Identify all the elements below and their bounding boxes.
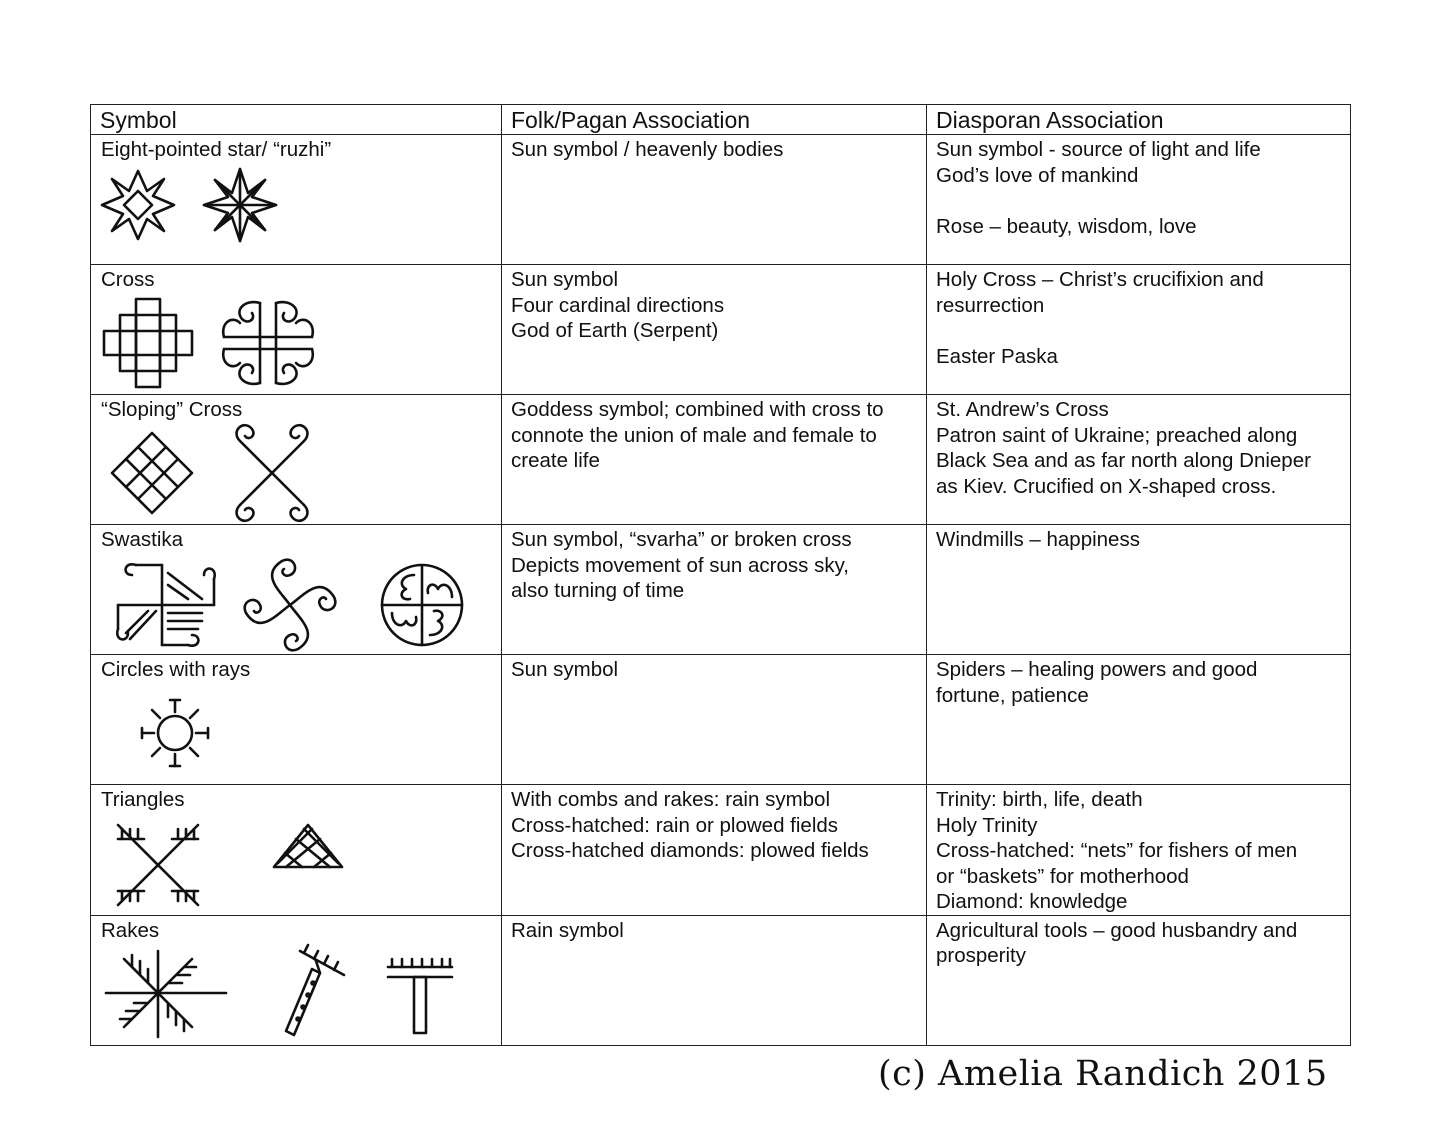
diaspora-line: Agricultural tools – good husbandry and <box>936 918 1298 942</box>
diaspora-line: Holy Cross – Christ’s crucifixion and <box>936 268 1264 291</box>
hatched-swastika-icon <box>117 564 214 645</box>
upright-rake-icon <box>388 959 452 1033</box>
folk-cell <box>502 395 927 525</box>
symbol-drawings <box>100 557 492 651</box>
symbol-drawings <box>100 687 492 777</box>
diaspora-line: St. Andrew’s Cross <box>936 398 1109 421</box>
symbol-name: Triangles <box>101 788 185 811</box>
diaspora-line: God’s love of mankind <box>936 163 1139 187</box>
folk-line: create life <box>511 449 600 472</box>
hatched-diamond-icon <box>112 433 192 513</box>
diaspora-line: Trinity: birth, life, death <box>936 788 1143 811</box>
rose-star-icon <box>204 169 276 241</box>
copyright-credit: (c) Amelia Randich 2015 <box>878 1054 1328 1094</box>
diaspora-line: Holy Trinity <box>936 813 1038 837</box>
eight-pointed-star-icon <box>102 171 174 239</box>
header-diasporan: Diasporan Association <box>927 105 1351 135</box>
symbol-cell <box>91 265 502 395</box>
symbol-drawings <box>100 297 492 389</box>
folk-line: Sun symbol, “svarha” or broken cross <box>511 528 852 551</box>
crosshatched-triangle-icon <box>274 825 342 867</box>
diaspora-line: Black Sea and as far north along Dnieper <box>936 449 1311 472</box>
diaspora-line: Patron saint of Ukraine; preached along <box>936 423 1298 447</box>
symbol-association-table <box>90 104 1351 1046</box>
symbol-drawings <box>100 167 492 247</box>
folk-cell <box>502 265 927 395</box>
symbol-cell <box>91 525 502 655</box>
diaspora-line: or “baskets” for motherhood <box>936 864 1189 888</box>
block-cross-icon <box>104 299 192 387</box>
symbol-name: Eight-pointed star/ “ruzhi” <box>101 138 332 161</box>
folk-cell <box>502 135 927 265</box>
diaspora-line: Spiders – healing powers and good <box>936 658 1258 681</box>
diaspora-cell <box>927 135 1351 265</box>
diaspora-line: resurrection <box>936 293 1045 317</box>
folk-line: Sun symbol <box>511 268 619 291</box>
folk-line: Goddess symbol; combined with cross to <box>511 398 884 421</box>
symbol-name: Cross <box>101 268 155 291</box>
symbol-name: Circles with rays <box>101 658 251 681</box>
symbol-cell <box>91 915 502 1045</box>
table-row <box>91 915 1351 1045</box>
folk-cell <box>502 655 927 785</box>
header-folk-pagan: Folk/Pagan Association <box>502 105 927 135</box>
folk-cell <box>502 785 927 916</box>
diaspora-line: Diamond: knowledge <box>936 890 1128 913</box>
folk-line: Four cardinal directions <box>511 293 725 317</box>
symbol-cell <box>91 135 502 265</box>
folk-line: God of Earth (Serpent) <box>511 319 719 342</box>
folk-line: Sun symbol / heavenly bodies <box>511 138 784 161</box>
diaspora-cell <box>927 655 1351 785</box>
symbol-cell <box>91 655 502 785</box>
folk-line: also turning of time <box>511 579 685 602</box>
diaspora-cell <box>927 915 1351 1045</box>
diaspora-cell <box>927 785 1351 916</box>
diaspora-line: prosperity <box>936 944 1027 967</box>
folk-line: Cross-hatched: rain or plowed fields <box>511 813 839 837</box>
symbol-drawings <box>100 947 492 1043</box>
table-header-row <box>91 105 1351 135</box>
folk-line: Rain symbol <box>511 918 624 942</box>
diaspora-line: fortune, patience <box>936 683 1089 707</box>
comb-triangles-icon <box>118 825 198 905</box>
scroll-cross-icon <box>223 302 313 384</box>
symbol-name: “Sloping” Cross <box>101 398 243 421</box>
table-row <box>91 785 1351 916</box>
rake-star-icon <box>106 951 226 1037</box>
folk-cell <box>502 915 927 1045</box>
folk-line: With combs and rakes: rain symbol <box>511 788 831 811</box>
petal-swastika-icon <box>245 559 336 650</box>
folk-line: Cross-hatched diamonds: plowed fields <box>511 839 869 862</box>
diaspora-line: Cross-hatched: “nets” for fishers of men <box>936 839 1298 862</box>
diaspora-cell <box>927 395 1351 525</box>
folk-line: Sun symbol <box>511 658 619 681</box>
table-row <box>91 265 1351 395</box>
symbol-table-sheet <box>90 104 1350 1041</box>
sun-rays-icon <box>142 700 208 766</box>
diaspora-cell <box>927 265 1351 395</box>
diaspora-line: Easter Paska <box>936 344 1058 368</box>
circle-swastika-icon <box>382 565 462 645</box>
diaspora-cell <box>927 525 1351 655</box>
symbol-cell <box>91 395 502 525</box>
diaspora-line: Sun symbol - source of light and life <box>936 138 1261 161</box>
table-row <box>91 395 1351 525</box>
diaspora-line: Rose – beauty, wisdom, love <box>936 214 1197 238</box>
header-symbol: Symbol <box>91 105 502 135</box>
folk-cell <box>502 525 927 655</box>
symbol-name: Swastika <box>101 528 184 551</box>
table-row <box>91 655 1351 785</box>
folk-line: connote the union of male and female to <box>511 423 877 447</box>
symbol-name: Rakes <box>101 918 160 942</box>
slanted-rake-icon <box>286 945 344 1035</box>
diaspora-line: Windmills – happiness <box>936 528 1140 551</box>
diaspora-line: as Kiev. Crucified on X-shaped cross. <box>936 474 1277 498</box>
table-row <box>91 135 1351 265</box>
scroll-x-cross-icon <box>237 425 308 521</box>
folk-line: Depicts movement of sun across sky, <box>511 553 849 577</box>
symbol-drawings <box>100 817 492 913</box>
table-row <box>91 525 1351 655</box>
symbol-cell <box>91 785 502 916</box>
symbol-drawings <box>100 427 492 519</box>
